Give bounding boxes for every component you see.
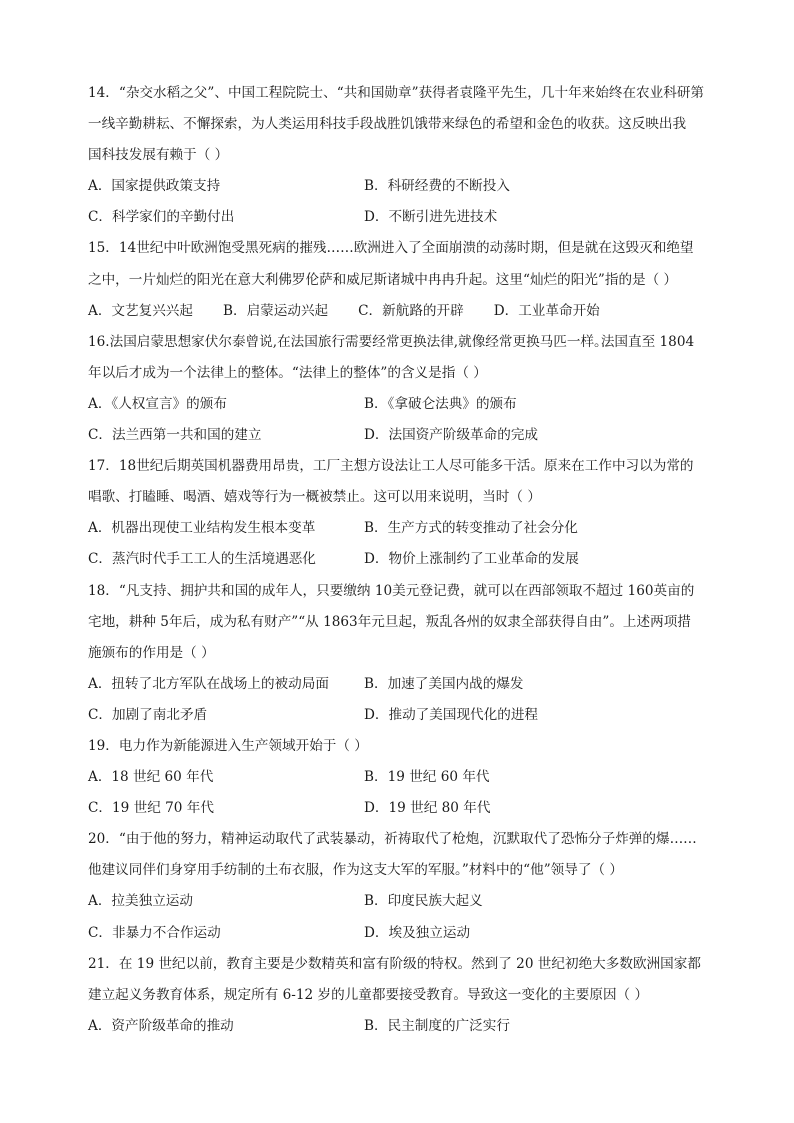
question-14: [88, 78, 718, 233]
question-17: [88, 451, 718, 575]
option-d: D．19 世纪 80 年代: [364, 800, 491, 817]
option-d: D．物价上涨制约了工业革命的发展: [364, 551, 579, 568]
exam-page: [88, 78, 718, 1042]
option-c: C．蒸汽时代手工工人的生活境遇恶化: [88, 551, 316, 568]
option-a: A．拉美独立运动: [88, 893, 193, 910]
option-row: [88, 389, 718, 420]
option-b: B．民主制度的广泛实行: [364, 1017, 510, 1034]
option-row: [88, 171, 718, 202]
option-c: C．19 世纪 70 年代: [88, 800, 214, 817]
question-stem: 宅地，耕种 5年后，成为私有财产”“从 1863年元旦起，叛乱各州的奴隶全部获得自由”。上述两项措: [88, 613, 691, 630]
option-a: A．国家提供政策支持: [88, 178, 221, 195]
option-c: C．新航路的开辟: [358, 302, 464, 319]
question-stem: 一线辛勤耕耘、不懈探索，为人类运用科技手段战胜饥饿带来绿色的希望和金色的收获。这反映出我: [88, 116, 687, 133]
option-b: B．加速了美国内战的爆发: [364, 675, 524, 692]
option-row: [88, 513, 718, 544]
option-row: [88, 202, 718, 233]
option-d: D．法国资产阶级革命的完成: [364, 427, 539, 444]
option-d: D．工业革命开始: [493, 302, 600, 319]
option-b: B．《拿破仑法典》的颁布: [364, 395, 517, 412]
question-stem: 16.法国启蒙思想家伏尔泰曾说,在法国旅行需要经常更换法律,就像经常更换马匹一样｡法国直至 1804: [88, 333, 695, 350]
option-row: [88, 762, 718, 793]
question-stem: 17．18世纪后期英国机器费用昂贵，工厂主想方设法让工人尽可能多干活。原来在工作中习以为常的: [88, 458, 694, 475]
option-a: A．资产阶级革命的推动: [88, 1017, 234, 1034]
option-c: C．科学家们的辛勤付出: [88, 209, 235, 226]
question-stem: 施颁布的作用是（ ）: [88, 644, 215, 661]
option-row: [88, 420, 718, 451]
question-stem: 年以后才成为一个法律上的整体。“法律上的整体”的含义是指（ ）: [88, 364, 487, 381]
option-b: B．19 世纪 60 年代: [364, 769, 490, 786]
question-stem: 之中，一片灿烂的阳光在意大利佛罗伦萨和威尼斯诸城中冉冉升起。这里“灿烂的阳光”指的是（ ）: [88, 271, 678, 288]
question-stem: 14．“杂交水稻之父”、中国工程院院士、“共和国勋章”获得者袁隆平先生，几十年来始终在农业科研第: [88, 85, 705, 101]
option-c: C．加剧了南北矛盾: [88, 706, 208, 723]
option-a: A．文艺复兴兴起: [88, 302, 193, 319]
question-stem: 建立起义务教育体系，规定所有 6-12 岁的儿童都要接受教育。导致这一变化的主要原因（ ）: [88, 986, 649, 1003]
question-15: [88, 233, 718, 326]
option-b: B．科研经费的不断投入: [364, 178, 510, 195]
option-row: [88, 669, 718, 700]
option-a: A．《人权宣言》的颁布: [88, 395, 227, 412]
question-20: [88, 824, 718, 948]
question-stem: 他建议同伴们身穿用手纺制的土布衣服，作为这支大军的军服。”材料中的“他”领导了（ ）: [88, 862, 623, 879]
question-19: [88, 731, 718, 824]
option-row: [88, 886, 718, 917]
question-16: [88, 327, 718, 451]
question-stem: 国科技发展有赖于（ ）: [88, 147, 229, 164]
question-stem: 唱歌、打瞌睡、喝酒、嬉戏等行为一概被禁止。这可以用来说明，当时（ ）: [88, 489, 541, 506]
option-c: C．法兰西第一共和国的建立: [88, 427, 262, 444]
question-stem: 20．“由于他的努力，精神运动取代了武装暴动，祈祷取代了枪炮，沉默取代了恐怖分子炸弹的爆……: [88, 831, 697, 848]
option-a: A．18 世纪 60 年代: [88, 769, 214, 786]
option-b: B．印度民族大起义: [364, 893, 483, 910]
question-stem: 18．“凡支持、拥护共和国的成年人，只要缴纳 10美元登记费，就可以在西部领取不超过 160英亩的: [88, 582, 695, 599]
option-d: D．推动了美国现代化的进程: [364, 706, 539, 723]
option-d: D．不断引进先进技术: [364, 209, 498, 226]
option-a: A．机器出现使工业结构发生根本变革: [88, 520, 316, 537]
option-row: [88, 793, 718, 824]
question-stem: 19．电力作为新能源进入生产领域开始于（ ）: [88, 737, 368, 754]
option-d: D．埃及独立运动: [364, 924, 471, 941]
question-stem: 21．在 19 世纪以前，教育主要是少数精英和富有阶级的特权。然到了 20 世纪初绝大多数欧洲国家都: [88, 955, 701, 972]
option-c: C．非暴力不合作运动: [88, 924, 221, 941]
option-row: [88, 700, 718, 731]
option-row: [88, 296, 718, 327]
option-b: B．生产方式的转变推动了社会分化: [364, 520, 578, 537]
option-row: [88, 1011, 718, 1042]
option-b: B．启蒙运动兴起: [222, 302, 329, 319]
question-stem: 15．14世纪中叶欧洲饱受黑死病的摧残……欧洲进入了全面崩溃的动荡时期，但是就在这毁灭和绝望: [88, 240, 694, 257]
option-row: [88, 544, 718, 575]
option-a: A．扭转了北方军队在战场上的被动局面: [88, 675, 329, 692]
option-row: [88, 918, 718, 949]
question-21: [88, 949, 718, 1042]
question-18: [88, 576, 718, 731]
